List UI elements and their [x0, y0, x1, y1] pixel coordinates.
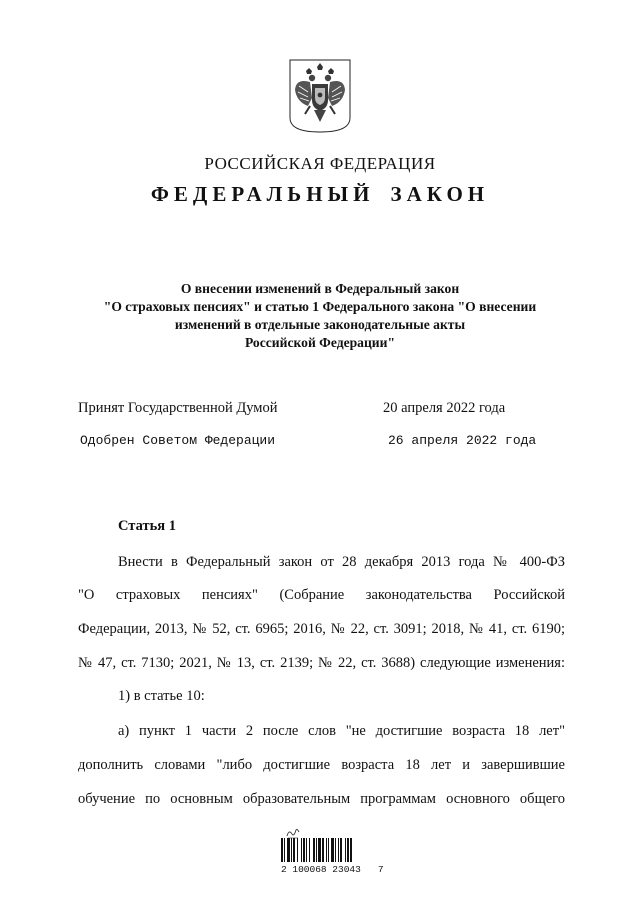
article-text-line: дополнить словами "либо достигшие возраста 18 лет и завершившие	[78, 757, 565, 773]
country-name: РОССИЙСКАЯ ФЕДЕРАЦИЯ	[204, 154, 436, 173]
coat-of-arms-emblem-icon	[288, 58, 352, 134]
article-text-line: № 47, ст. 7130; 2021, № 13, ст. 2139; № 22, ст. 3688) следующие изменения:	[78, 655, 565, 671]
document-type-word-law: ЗАКОН	[390, 182, 490, 206]
article-text-line: 1) в статье 10:	[118, 688, 205, 704]
barcode-bar	[309, 838, 310, 862]
barcode-bar	[338, 838, 339, 862]
barcode-icon	[281, 838, 363, 862]
barcode-bar	[331, 838, 334, 862]
barcode-bar	[335, 838, 336, 862]
law-title-line: "О страховых пенсиях" и статью 1 Федерального закона "О внесении	[103, 299, 537, 314]
document-type-heading	[0, 182, 640, 207]
barcode-bar	[303, 838, 305, 862]
article-text-line: Внести в Федеральный закон от 28 декабря 2013 года № 400-ФЗ	[118, 554, 565, 570]
barcode-bar	[297, 838, 298, 862]
duma-adoption-label: Принят Государственной Думой	[78, 400, 278, 416]
barcode-bar	[322, 838, 324, 862]
document-type-word-federal: ФЕДЕРАЛЬНЫЙ	[150, 182, 375, 206]
barcode-bar	[281, 838, 283, 862]
barcode-bar	[284, 838, 285, 862]
barcode-bar	[340, 838, 342, 862]
law-title-line: изменений в отдельные законодательные акты	[174, 317, 466, 332]
article-text-line: "О страховых пенсиях" (Собрание законодательства Российской	[78, 587, 565, 603]
barcode-bar	[301, 838, 302, 862]
barcode-bar	[316, 838, 317, 862]
article-text-line: обучение по основным образовательным программам основного общего	[78, 791, 565, 807]
barcode-bar	[291, 838, 292, 862]
barcode-bar	[313, 838, 315, 862]
council-approval-label: Одобрен Советом Федерации	[80, 433, 276, 448]
law-title-line: О внесении изменений в Федеральный закон	[180, 281, 460, 296]
barcode-bar	[306, 838, 307, 862]
duma-adoption-date: 20 апреля 2022 года	[383, 400, 506, 416]
barcode-bar	[293, 838, 295, 862]
barcode-bar	[326, 838, 327, 862]
barcode-bar	[287, 838, 290, 862]
article-text-line: а) пункт 1 части 2 после слов "не достигшие возраста 18 лет"	[118, 723, 565, 739]
law-title	[60, 280, 580, 352]
article-text-line: Федерации, 2013, № 52, ст. 6965; 2016, № 22, ст. 3091; 2018, № 41, ст. 6190;	[78, 621, 565, 637]
barcode-number: 2 100068 23043 7	[281, 864, 384, 875]
barcode-bar	[318, 838, 321, 862]
barcode-bar	[350, 838, 352, 862]
article-heading: Статья 1	[118, 518, 176, 534]
signature-mark-icon	[286, 826, 300, 838]
barcode-bar	[345, 838, 346, 862]
barcode-bar	[347, 838, 349, 862]
council-approval-date: 26 апреля 2022 года	[388, 433, 537, 448]
barcode-bar	[328, 838, 329, 862]
law-title-line: Российской Федерации"	[244, 335, 396, 350]
